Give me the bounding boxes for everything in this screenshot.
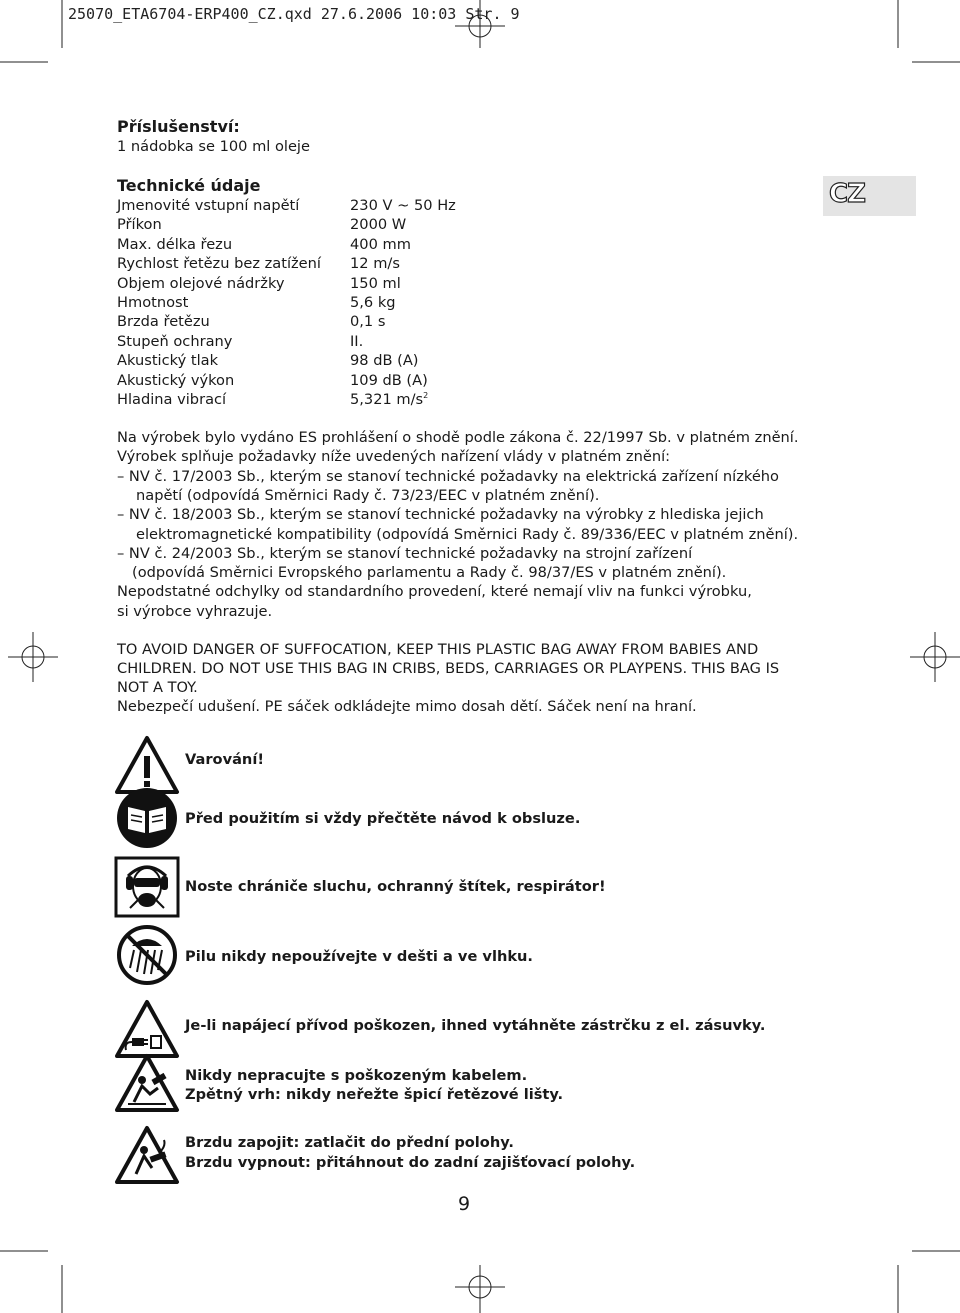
regulation-nv24-line-2: (odpovídá Směrnici Evropského parlamentu a Rady č. 98/37/ES v platném znění). — [132, 564, 727, 581]
crop-mark-bottom — [0, 1243, 960, 1313]
declaration-line-1: Na výrobek bylo vydáno ES prohlášení o shodě podle zákona č. 22/1997 Sb. v platném znění. — [117, 429, 799, 446]
warning-text-protective-gear: Noste chrániče sluchu, ochranný štítek, respirátor! — [185, 878, 606, 895]
spec-value-text: 98 dB (A) — [350, 352, 419, 370]
deviation-note-line-2: si výrobce vyhrazuje. — [117, 603, 273, 620]
warning-text-attention: Varování! — [185, 751, 264, 768]
spec-value — [350, 197, 456, 214]
spec-value — [350, 333, 363, 350]
spec-label: Akustický tlak — [117, 352, 219, 370]
spec-value-text: 12 m/s — [350, 255, 400, 273]
bag-warning-en-line-2: CHILDREN. DO NOT USE THIS BAG IN CRIBS, BEDS, CARRIAGES OR PLAYPENS. THIS BAG IS — [117, 660, 780, 677]
read-manual-icon — [114, 787, 180, 849]
spec-value — [350, 313, 385, 330]
warning-text-unplug: Je-li napájecí přívod poškozen, ihned vytáhněte zástrčku z el. zásuvky. — [185, 1017, 766, 1034]
spec-value — [350, 216, 406, 233]
deviation-note-line-1: Nepodstatné odchylky od standardního provedení, které nemají vliv na funkci výrobku, — [117, 583, 752, 600]
spec-value-text: 400 mm — [350, 235, 411, 253]
spec-value-text: 0,1 s — [350, 313, 386, 331]
regulation-nv18-line-1: – NV č. 18/2003 Sb., kterým se stanoví technické požadavky na výrobky z hlediska jejich — [117, 506, 764, 523]
spec-label: Příkon — [117, 216, 162, 234]
spec-value-superscript: 2 — [423, 391, 429, 400]
language-badge-label: CZ — [829, 179, 865, 209]
spec-value-text: 2000 W — [350, 216, 407, 234]
declaration-line-2: Výrobek splňuje požadavky níže uvedených nařízení vlády v platném znění: — [117, 448, 671, 465]
spec-label: Brzda řetězu — [117, 313, 210, 331]
spec-value — [350, 236, 411, 253]
no-rain-icon — [114, 924, 180, 986]
warning-text-brake-release: Brzdu vypnout: přitáhnout do zadní zajišťovací polohy. — [185, 1154, 636, 1171]
unplug-icon — [114, 998, 180, 1060]
spec-value — [350, 352, 419, 369]
warning-text-damaged-cable: Nikdy nepracujte s poškozeným kabelem. — [185, 1067, 528, 1084]
spec-label: Stupeň ochrany — [117, 332, 233, 350]
warning-text-kickback: Zpětný vrh: nikdy neřežte špicí řetězové lišty. — [185, 1086, 564, 1103]
accessories-item: 1 nádobka se 100 ml oleje — [117, 138, 310, 155]
spec-label: Max. délka řezu — [117, 235, 233, 253]
spec-label: Objem olejové nádržky — [117, 274, 285, 292]
warning-text-no-rain: Pilu nikdy nepoužívejte v dešti a ve vlhku. — [185, 948, 533, 965]
spec-label: Akustický výkon — [117, 371, 235, 389]
warning-text-read-manual: Před použitím si vždy přečtěte návod k obsluze. — [185, 810, 581, 827]
page-number: 9 — [458, 1193, 471, 1215]
spec-value-text: 150 ml — [350, 274, 401, 292]
spec-label: Hladina vibrací — [117, 391, 227, 408]
protective-gear-icon — [114, 856, 180, 918]
registration-mark-left — [8, 632, 58, 682]
spec-label: Jmenovité vstupní napětí — [117, 197, 300, 214]
spec-value — [350, 372, 428, 389]
regulation-nv17-line-2: napětí (odpovídá Směrnici Rady č. 73/23/EEC v platném znění). — [136, 487, 600, 504]
bag-warning-cz: Nebezpečí udušení. PE sáček odkládejte mimo dosah dětí. Sáček není na hraní. — [117, 698, 697, 715]
regulation-nv17-line-1: – NV č. 17/2003 Sb., kterým se stanoví technické požadavky na elektrická zařízení nízkého — [117, 468, 779, 485]
spec-value — [350, 391, 428, 408]
specs-heading: Technické údaje — [117, 176, 261, 195]
spec-label: Hmotnost — [117, 294, 189, 311]
spec-value — [350, 255, 400, 272]
spec-value-text: II. — [350, 332, 364, 350]
spec-label: Rychlost řetězu bez zatížení — [117, 255, 321, 273]
spec-value-text: 109 dB (A) — [350, 371, 428, 389]
bag-warning-en-line-3: NOT A TOY. — [117, 679, 198, 696]
spec-value — [350, 275, 401, 292]
print-slug: 25070_ETA6704-ERP400_CZ.qxd 27.6.2006 10:03 Str. 9 — [68, 5, 520, 23]
regulation-nv24-line-1: – NV č. 24/2003 Sb., kterým se stanoví technické požadavky na strojní zařízení — [117, 545, 693, 562]
regulation-nv18-line-2: elektromagnetické kompatibility (odpovídá Směrnici Rady č. 89/336/EEC v platném znění). — [136, 526, 799, 543]
spec-value-text: 5,6 kg — [350, 294, 396, 311]
accessories-heading: Příslušenství: — [117, 117, 240, 136]
registration-mark-right — [910, 632, 960, 682]
spec-value — [350, 294, 396, 311]
kickback-icon — [114, 1052, 180, 1114]
language-badge — [823, 176, 916, 216]
bag-warning-en-line-1: TO AVOID DANGER OF SUFFOCATION, KEEP THIS PLASTIC BAG AWAY FROM BABIES AND — [117, 641, 759, 658]
chain-brake-icon — [114, 1124, 180, 1186]
warning-text-brake-engage: Brzdu zapojit: zatlačit do přední polohy. — [185, 1134, 514, 1151]
spec-value-text: 230 V ~ 50 Hz — [350, 197, 456, 214]
spec-value-text: 5,321 m/s — [350, 391, 424, 408]
crop-mark-top — [0, 0, 960, 70]
